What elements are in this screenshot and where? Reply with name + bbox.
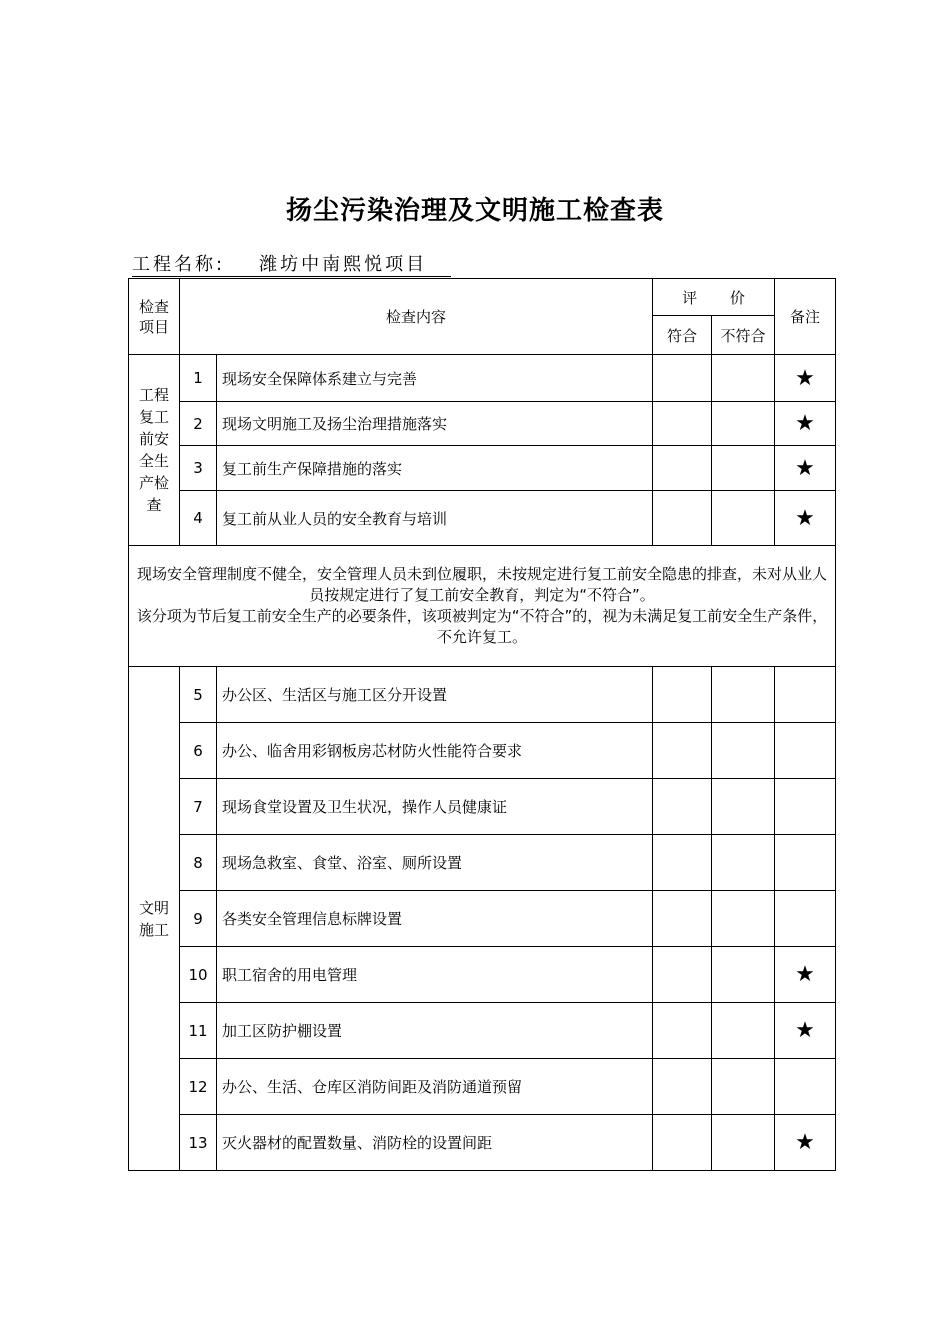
row-content: 复工前生产保障措施的落实 [217,446,653,491]
row-content: 办公、生活、仓库区消防间距及消防通道预留 [217,1059,653,1115]
remark-cell [775,667,836,723]
nonconform-cell [712,491,775,546]
table-row [129,667,836,723]
header-evaluation-label: 评 价 [682,288,759,307]
remark-star: ★ [775,446,836,491]
row-number: 6 [180,723,217,779]
table-row [129,1059,836,1115]
conform-cell [653,491,712,546]
nonconform-cell [712,947,775,1003]
row-number: 5 [180,667,217,723]
conform-cell [653,667,712,723]
header-conform: 符合 [653,316,712,355]
row-content: 现场食堂设置及卫生状况，操作人员健康证 [217,779,653,835]
row-number: 7 [180,779,217,835]
conform-cell [653,1059,712,1115]
conform-cell [653,1003,712,1059]
document-title: 扬尘污染治理及文明施工检查表 [285,196,664,226]
conform-cell [653,402,712,446]
note-row [129,546,836,667]
note-line-1: 现场安全管理制度不健全，安全管理人员未到位履职，未按规定进行复工前安全隐患的排查，未对从业人员按规定进行了复工前安全教育，判定为“不符合”。 [137,565,828,604]
conform-cell [653,947,712,1003]
nonconform-cell [712,402,775,446]
nonconform-cell [712,667,775,723]
table-row [129,1115,836,1171]
row-number: 2 [180,402,217,446]
row-content: 职工宿舍的用电管理 [217,947,653,1003]
remark-cell [775,835,836,891]
row-content: 现场急救室、食堂、浴室、厕所设置 [217,835,653,891]
note-cell [129,546,836,667]
header-evaluation [653,279,775,316]
row-content: 复工前从业人员的安全教育与培训 [217,491,653,546]
row-number: 4 [180,491,217,546]
conform-cell [653,835,712,891]
table-row [129,947,836,1003]
row-number: 10 [180,947,217,1003]
table-row [129,491,836,546]
project-name-label: 工程名称: [132,254,226,275]
remark-star: ★ [775,402,836,446]
conform-cell [653,723,712,779]
table-row [129,723,836,779]
nonconform-cell [712,355,775,402]
remark-cell [775,891,836,947]
remark-star: ★ [775,1115,836,1171]
row-number: 9 [180,891,217,947]
table-row [129,355,836,402]
conform-cell [653,446,712,491]
row-content: 办公区、生活区与施工区分开设置 [217,667,653,723]
row-number: 8 [180,835,217,891]
header-item: 检查项目 [129,279,180,355]
nonconform-cell [712,723,775,779]
conform-cell [653,891,712,947]
row-content: 各类安全管理信息标牌设置 [217,891,653,947]
table-row [129,446,836,491]
remark-star: ★ [775,1003,836,1059]
table-row [129,835,836,891]
table-row [129,1003,836,1059]
header-remark: 备注 [775,279,836,355]
conform-cell [653,355,712,402]
table-row [129,779,836,835]
project-name-value: 潍坊中南熙悦项目 [259,254,428,275]
row-number: 1 [180,355,217,402]
row-content: 加工区防护棚设置 [217,1003,653,1059]
nonconform-cell [712,1059,775,1115]
nonconform-cell [712,835,775,891]
remark-cell [775,779,836,835]
inspection-table [128,278,836,1171]
row-content: 现场安全保障体系建立与完善 [217,355,653,402]
nonconform-cell [712,1115,775,1171]
remark-cell [775,1059,836,1115]
nonconform-cell [712,1003,775,1059]
conform-cell [653,1115,712,1171]
remark-star: ★ [775,355,836,402]
project-name-line [132,250,451,277]
note-line-2: 该分项为节后复工前安全生产的必要条件，该项被判定为“不符合”的，视为未满足复工前安全生产条件，不允许复工。 [136,607,828,646]
nonconform-cell [712,446,775,491]
header-row [129,279,836,316]
table-row [129,402,836,446]
row-number: 12 [180,1059,217,1115]
nonconform-cell [712,891,775,947]
table-row [129,891,836,947]
row-number: 13 [180,1115,217,1171]
row-number: 3 [180,446,217,491]
row-number: 11 [180,1003,217,1059]
remark-star: ★ [775,491,836,546]
section1-category: 工程复工前安全生产检查 [129,355,180,546]
section2-category: 文明施工 [129,667,180,1171]
row-content: 灭火器材的配置数量、消防栓的设置间距 [217,1115,653,1171]
remark-star: ★ [775,947,836,1003]
row-content: 办公、临舍用彩钢板房芯材防火性能符合要求 [217,723,653,779]
header-content: 检查内容 [180,279,653,355]
row-content: 现场文明施工及扬尘治理措施落实 [217,402,653,446]
remark-cell [775,723,836,779]
nonconform-cell [712,779,775,835]
header-nonconform: 不符合 [712,316,775,355]
conform-cell [653,779,712,835]
